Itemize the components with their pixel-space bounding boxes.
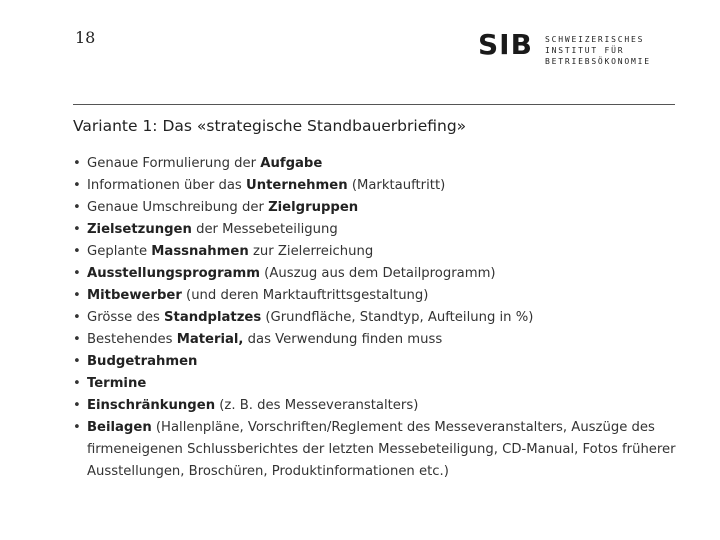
list-item-keyword: Mitbewerber bbox=[87, 288, 182, 303]
organization-name bbox=[545, 34, 651, 67]
list-item-text: Geplante bbox=[87, 244, 152, 259]
list-item bbox=[73, 351, 683, 373]
bullet-icon: • bbox=[73, 156, 81, 171]
sib-logo: SIB bbox=[478, 28, 533, 61]
list-item bbox=[73, 373, 683, 395]
bullet-icon: • bbox=[73, 354, 81, 369]
list-item-text: das Verwendung finden muss bbox=[243, 332, 443, 347]
bullet-icon: • bbox=[73, 200, 81, 215]
bullet-icon: • bbox=[73, 420, 81, 435]
list-item-keyword: Einschränkungen bbox=[87, 398, 216, 413]
list-item bbox=[73, 307, 683, 329]
briefing-items-list bbox=[73, 153, 683, 483]
list-item bbox=[73, 175, 683, 197]
page-number: 18 bbox=[75, 28, 96, 47]
org-name-line: SCHWEIZERISCHES bbox=[545, 35, 645, 44]
bullet-icon: • bbox=[73, 398, 81, 413]
list-item-keyword: Unternehmen bbox=[245, 178, 348, 193]
list-item-keyword: Beilagen bbox=[87, 420, 152, 435]
list-item-text: der Messebeteiligung bbox=[191, 222, 338, 237]
list-item-keyword: Zielsetzungen bbox=[87, 222, 192, 237]
list-item-text: (Grundfläche, Standtyp, Aufteilung in %) bbox=[261, 310, 534, 325]
list-item-text: zur Zielerreichung bbox=[248, 244, 374, 259]
org-name-line: INSTITUT FÜR bbox=[545, 46, 625, 55]
list-item-keyword: Zielgruppen bbox=[268, 200, 359, 215]
list-item-keyword: Material, bbox=[176, 332, 244, 347]
list-item-text: (und deren Marktauftrittsgestaltung) bbox=[181, 288, 429, 303]
list-item-keyword: Termine bbox=[87, 376, 147, 391]
list-item-text: Grösse des bbox=[87, 310, 165, 325]
slide-title: Variante 1: Das «strategische Standbauerbriefing» bbox=[73, 117, 467, 135]
list-item-text: (Auszug aus dem Detailprogramm) bbox=[259, 266, 496, 281]
bullet-icon: • bbox=[73, 178, 81, 193]
bullet-icon: • bbox=[73, 244, 81, 259]
list-item-text: (Hallenpläne, Vorschriften/Reglement des Messeveranstalters, Auszüge des firmeneigenen Schlussberichtes der letzten Messebeteiligung, CD-Manual, Fotos früherer Ausstellungen, Broschüren, Produktinformationen etc.) bbox=[87, 420, 676, 479]
list-item-keyword: Standplatzes bbox=[164, 310, 262, 325]
list-item bbox=[73, 197, 683, 219]
list-item-keyword: Budgetrahmen bbox=[87, 354, 198, 369]
list-item-text: Genaue Formulierung der bbox=[87, 156, 261, 171]
list-item-text: (Marktauftritt) bbox=[347, 178, 446, 193]
list-item bbox=[73, 241, 683, 263]
list-item-keyword: Massnahmen bbox=[151, 244, 249, 259]
org-name-line: BETRIEBSÖKONOMIE bbox=[545, 57, 651, 66]
list-item bbox=[73, 329, 683, 351]
bullet-icon: • bbox=[73, 266, 81, 281]
bullet-icon: • bbox=[73, 376, 81, 391]
bullet-icon: • bbox=[73, 332, 81, 347]
list-item bbox=[73, 285, 683, 307]
list-item bbox=[73, 263, 683, 285]
bullet-icon: • bbox=[73, 222, 81, 237]
list-item-keyword: Aufgabe bbox=[260, 156, 323, 171]
list-item-text: Bestehendes bbox=[87, 332, 177, 347]
bullet-icon: • bbox=[73, 288, 81, 303]
header-divider bbox=[73, 104, 675, 105]
list-item bbox=[73, 395, 683, 417]
list-item bbox=[73, 219, 683, 241]
list-item-text: Informationen über das bbox=[87, 178, 246, 193]
list-item-text: (z. B. des Messeveranstalters) bbox=[215, 398, 419, 413]
list-item bbox=[73, 417, 683, 483]
list-item bbox=[73, 153, 683, 175]
list-item-text: Genaue Umschreibung der bbox=[87, 200, 269, 215]
list-item-keyword: Ausstellungsprogramm bbox=[87, 266, 260, 281]
bullet-icon: • bbox=[73, 310, 81, 325]
